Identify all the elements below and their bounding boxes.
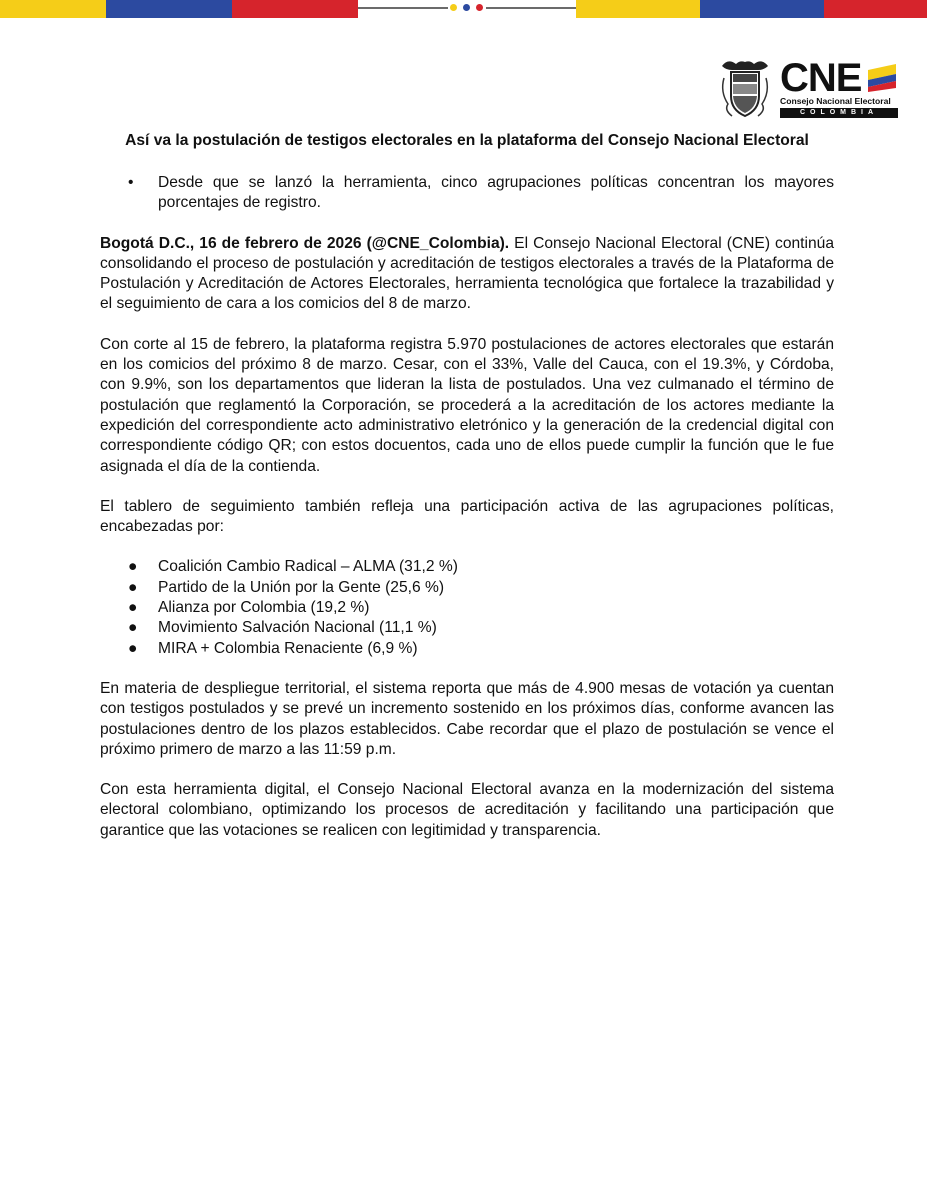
logo-subtitle: Consejo Nacional Electoral <box>780 96 891 106</box>
summary-bullet-item <box>100 173 834 214</box>
bullet-dot-icon: ● <box>128 639 138 657</box>
band-dot-red <box>476 4 483 11</box>
paragraph-4: En materia de despliegue territorial, el sistema reporta que más de 4.900 mesas de votación ya cuentan con testigos postulados y se prevé un incremento sostenido en los próximos días, conforme avancen las postulaciones dentro de los plazos establecidos. Cabe recordar que el plazo de postulación se vence el próximo primero de marzo a las 11:59 p.m. <box>100 679 834 758</box>
parties-list <box>100 557 834 658</box>
party-text: Partido de la Unión por la Gente (25,6 %) <box>158 578 445 596</box>
summary-bullet-text: Desde que se lanzó la herramienta, cinco agrupaciones políticas concentran los mayores porcentajes de registro. <box>158 174 834 212</box>
document-title: Así va la postulación de testigos electorales en la plataforma del Consejo Nacional Electoral <box>125 132 809 149</box>
paragraph-2: Con corte al 15 de febrero, la plataforma registra 5.970 postulaciones de actores electorales que estarán en los comicios del próximo 8 de marzo. Cesar, con el 33%, Valle del Cauca, con el 19.3%, y Córdoba, con 9.9%, son los departamentos que lideran la lista de postulados. Una vez culmanado el término de postulación que reglamentó la Corporación, se procederá a la acreditación de los actores mediante la expedición del correspondiente acto administrativo eletrónico y la generación de la credencial digital con correspondiente código QR; con estos docuentos, cada uno de ellos puede cumplir la función que le fue asignada el día de la contienda. <box>100 335 834 475</box>
band-blue-left <box>106 0 232 18</box>
band-dot-yellow <box>450 4 457 11</box>
dateline: Bogotá D.C., 16 de febrero de 2026 (@CNE_Colombia). <box>100 234 510 252</box>
party-text: Alianza por Colombia (19,2 %) <box>158 599 370 617</box>
party-item <box>100 598 834 618</box>
band-dot-blue <box>463 4 470 11</box>
bullet-dot-icon: ● <box>128 578 138 596</box>
bullet-dot-icon: • <box>128 174 134 191</box>
press-release <box>100 130 834 861</box>
party-item <box>100 578 834 598</box>
top-color-band <box>0 0 927 18</box>
bullet-dot-icon: ● <box>128 558 138 576</box>
band-yellow-right <box>576 0 700 18</box>
band-red-right <box>824 0 927 18</box>
paragraph-3: El tablero de seguimiento también refleja una participación activa de las agrupaciones políticas, encabezadas por: <box>100 497 834 536</box>
party-text: Coalición Cambio Radical – ALMA (31,2 %) <box>158 558 458 576</box>
band-red-left <box>232 0 358 18</box>
party-item <box>100 639 834 659</box>
party-text: MIRA + Colombia Renaciente (6,9 %) <box>158 639 418 657</box>
summary-list <box>100 173 834 214</box>
coat-of-arms-icon <box>718 58 772 120</box>
party-item <box>100 618 834 638</box>
bullet-dot-icon: ● <box>128 599 138 617</box>
cne-logo <box>718 58 900 120</box>
paragraph-1-body: El Consejo Nacional Electoral (CNE) continúa consolidando el proceso de postulación y acreditación de testigos electorales a través de la Plataforma de Postulación y Acreditación de Actores Electorales, herramienta tecnológica que fortalece la trazabilidad y el seguimiento de cara a los comicios del 8 de marzo. <box>100 234 835 313</box>
bullet-dot-icon: ● <box>128 619 138 637</box>
logo-country: COLOMBIA <box>780 108 898 118</box>
colombia-flag-stripes-icon <box>866 64 898 92</box>
party-item <box>100 557 834 577</box>
logo-mark-text: CNE <box>780 56 862 100</box>
paragraph-5: Con esta herramienta digital, el Consejo Nacional Electoral avanza en la modernización del sistema electoral colombiano, optimizando los procesos de acreditación y facilitando una participación que garantice que las votaciones se realicen con legitimidad y transparencia. <box>100 781 834 839</box>
party-text: Movimiento Salvación Nacional (11,1 %) <box>158 619 437 637</box>
paragraph-1 <box>100 234 834 315</box>
band-blue-right <box>700 0 824 18</box>
band-line-right <box>486 7 576 9</box>
band-line-left <box>358 7 448 9</box>
band-yellow-left <box>0 0 106 18</box>
